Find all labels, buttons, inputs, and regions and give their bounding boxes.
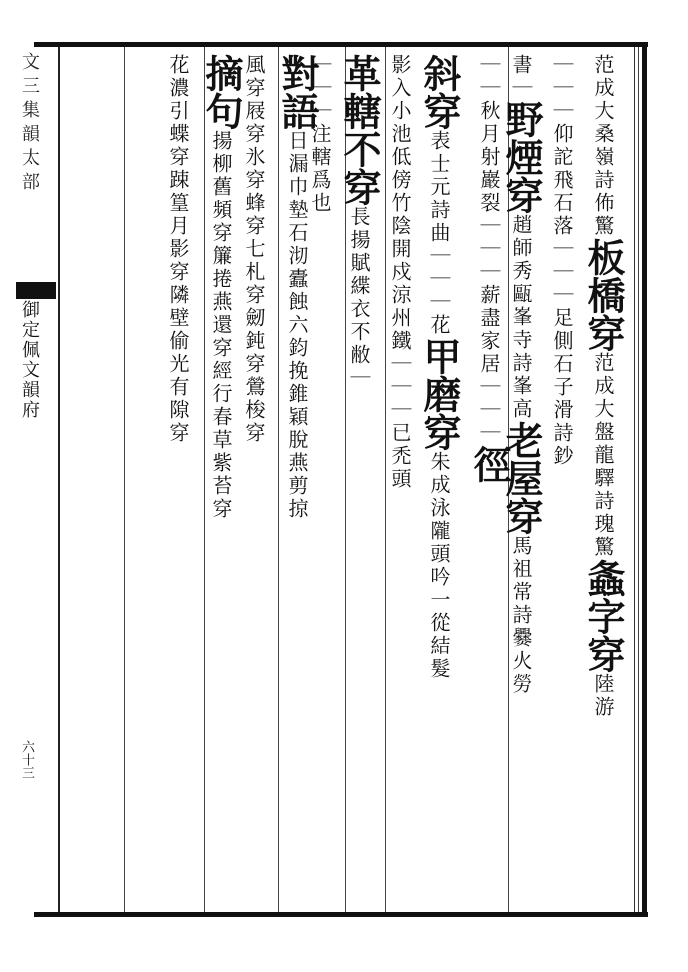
citation-text: 揚柳舊頻穿: [209, 130, 233, 245]
citation-text: 戍涼州鐵｜｜｜已禿頭: [388, 261, 412, 491]
citation-text: 朱成泳隴頭吟一從結髮: [427, 451, 451, 681]
headword: 野煙穿: [499, 100, 544, 214]
text-column-c11: [199, 54, 244, 521]
citation-text: 六鈞挽: [285, 314, 309, 383]
margin-rule: [58, 47, 60, 912]
headword: 摘句: [199, 54, 244, 130]
text-column-c1: [581, 54, 626, 719]
citation-text: 經行春草紫苔穿: [209, 360, 233, 521]
text-column-c12: [168, 54, 188, 445]
citation-text: 影入小池低傍竹陰開: [388, 54, 412, 261]
citation-text: 踈篁月影穿: [166, 169, 190, 284]
text-column-c4: [467, 54, 512, 483]
citation-text: 巾墊: [285, 176, 309, 222]
citation-text: 趙師秀甌峯寺詩峯高: [509, 214, 533, 421]
citation-text: 蠹蝕: [285, 268, 309, 314]
citation-text: ｜｜｜仰詑飛石落: [550, 54, 574, 238]
frame-inner-right-line: [634, 47, 635, 912]
citation-text: 屐穿: [242, 100, 266, 146]
headword: 斜穿: [417, 54, 462, 130]
citation-text: 花濃引蝶穿: [166, 54, 190, 169]
frame-bottom-border: [34, 912, 648, 917]
headword: 甲磨穿: [417, 337, 462, 451]
citation-text: 長揚賦緤衣不敝｜: [347, 206, 371, 390]
headword: 革轄不穿: [337, 54, 382, 206]
citation-text: 詩鈔: [550, 422, 574, 468]
citation-text: 七札穿: [242, 238, 266, 307]
text-column-c5: [417, 54, 462, 681]
citation-text: 陸游: [591, 673, 615, 719]
margin-top-glyphs: 文三集韻太部: [19, 52, 40, 196]
citation-text: 馬祖常詩爨火勞: [509, 535, 533, 696]
citation-text: 簾捲燕還穿: [209, 245, 233, 360]
citation-text: ｜｜｜足側石子滑: [550, 238, 574, 422]
citation-text: 日漏: [285, 130, 309, 176]
text-column-c6: [390, 54, 410, 491]
citation-text: 劒鈍穿: [242, 307, 266, 376]
citation-text: 范成大盤龍驛詩瑰驚: [591, 352, 615, 559]
citation-text: ｜｜秋月射巖裂｜｜｜: [477, 54, 501, 284]
citation-text: 氷穿: [242, 146, 266, 192]
citation-text: 薪盡家居｜｜｜: [477, 284, 501, 445]
citation-text: 風穿: [242, 54, 266, 100]
fishtail-mark: [16, 282, 56, 296]
citation-text: 范成大桑嶺詩佈驚: [591, 54, 615, 238]
headword: 螽字穿: [581, 559, 626, 673]
text-column-c10: [244, 54, 264, 445]
frame-top-border: [34, 42, 648, 47]
fishtail-mark-line: [16, 296, 56, 299]
text-column-c7: [337, 54, 382, 390]
citation-text: 書｜: [509, 54, 533, 100]
frame-right-border: [642, 42, 647, 917]
citation-text: 燕剪掠: [285, 452, 309, 521]
headword: 老屋穿: [499, 421, 544, 535]
text-column-c2: [552, 54, 572, 468]
citation-text: ｜｜｜注轄爲也: [308, 54, 332, 215]
headword: 對語: [275, 54, 320, 130]
headword: 板橋穿: [581, 238, 626, 352]
book-title: 御定佩文韻府: [19, 300, 40, 420]
citation-text: 蜂穿: [242, 192, 266, 238]
column-rule: [124, 47, 125, 912]
citation-text: 鶯梭穿: [242, 376, 266, 445]
column-rule: [385, 47, 386, 912]
citation-text: 錐穎脫: [285, 383, 309, 452]
citation-text: 石沏: [285, 222, 309, 268]
citation-text: 隣壁偷光有隙穿: [166, 284, 190, 445]
page-number: 六十三: [19, 740, 34, 779]
citation-text: 表士元詩曲｜｜｜花: [427, 130, 451, 337]
column-rule: [638, 47, 639, 912]
headword: 徑: [467, 445, 512, 483]
